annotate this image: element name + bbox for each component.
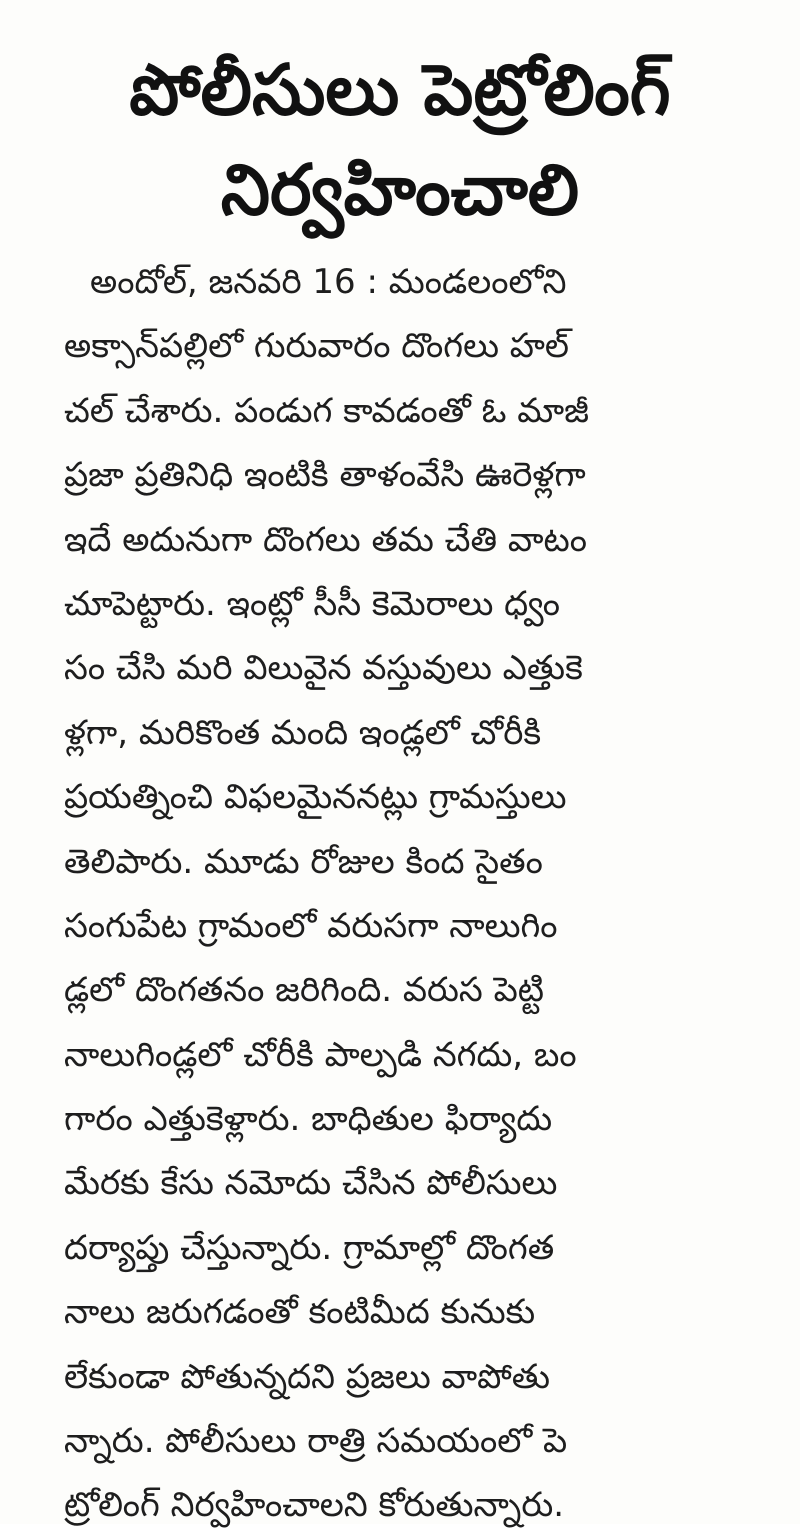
cut-off-top-text — [60, 0, 340, 10]
body-line: సం చేసి మరి విలువైన వస్తువులు ఎత్తుకె — [64, 648, 583, 689]
body-line: తెలిపారు. మూడు రోజుల కింద సైతం — [64, 841, 543, 882]
body-line: అందోల్, జనవరి 16 : మండలంలోని — [90, 262, 567, 302]
body-line: ట్రోలింగ్ నిర్వహించాలని కోరుతున్నారు. — [64, 1485, 565, 1526]
body-line: సంగుపేట గ్రామంలో వరుసగా నాలుగిం — [64, 905, 558, 946]
body-line: చూపెట్టారు. ఇంట్లో సీసీ కెమెరాలు ధ్వం — [64, 583, 561, 624]
article-body — [64, 250, 694, 1538]
body-line: చల్ చేశారు. పండుగ కావడంతో ఓ మాజీ — [64, 390, 589, 431]
cut-off-bottom-headline — [80, 1498, 700, 1524]
body-line: ళ్లగా, మరికొంత మంది ఇండ్లలో చోరీకి — [64, 712, 542, 753]
body-line: ప్రజా ప్రతినిధి ఇంటికి తాళంవేసి ఊరెళ్లగా — [64, 455, 586, 496]
headline-line-2: నిర్వహించాలి — [220, 149, 580, 231]
headline-line-1: పోలీసులు పెట్రోలింగ్ — [129, 49, 671, 131]
body-line: న్నారు. పోలీసులు రాత్రి సమయంలో పె — [64, 1421, 568, 1462]
body-line: దర్యాప్తు చేస్తున్నారు. గ్రామాల్లో దొంగత — [64, 1227, 555, 1268]
body-line: అక్సాన్‌పల్లిలో గురువారం దొంగలు హల్ — [64, 326, 569, 367]
body-line: డ్లలో దొంగతనం జరిగింది. వరుస పెట్టి — [64, 970, 545, 1011]
article-headline — [0, 40, 800, 240]
body-line: ఇదే అదునుగా దొంగలు తమ చేతి వాటం — [64, 519, 588, 560]
body-line: నాలుగిండ్లలో చోరీకి పాల్పడి నగదు, బం — [64, 1034, 577, 1075]
body-line: మేరకు కేసు నమోదు చేసిన పోలీసులు — [64, 1163, 558, 1204]
body-line: గారం ఎత్తుకెళ్లారు. బాధితుల ఫిర్యాదు — [64, 1099, 553, 1140]
body-line: ప్రయత్నించి విఫలమైననట్లు గ్రామస్తులు — [64, 777, 567, 818]
body-line: నాలు జరుగడంతో కంటిమీద కునుకు — [64, 1292, 536, 1333]
body-line: లేకుండా పోతున్నదని ప్రజలు వాపోతు — [64, 1356, 550, 1397]
